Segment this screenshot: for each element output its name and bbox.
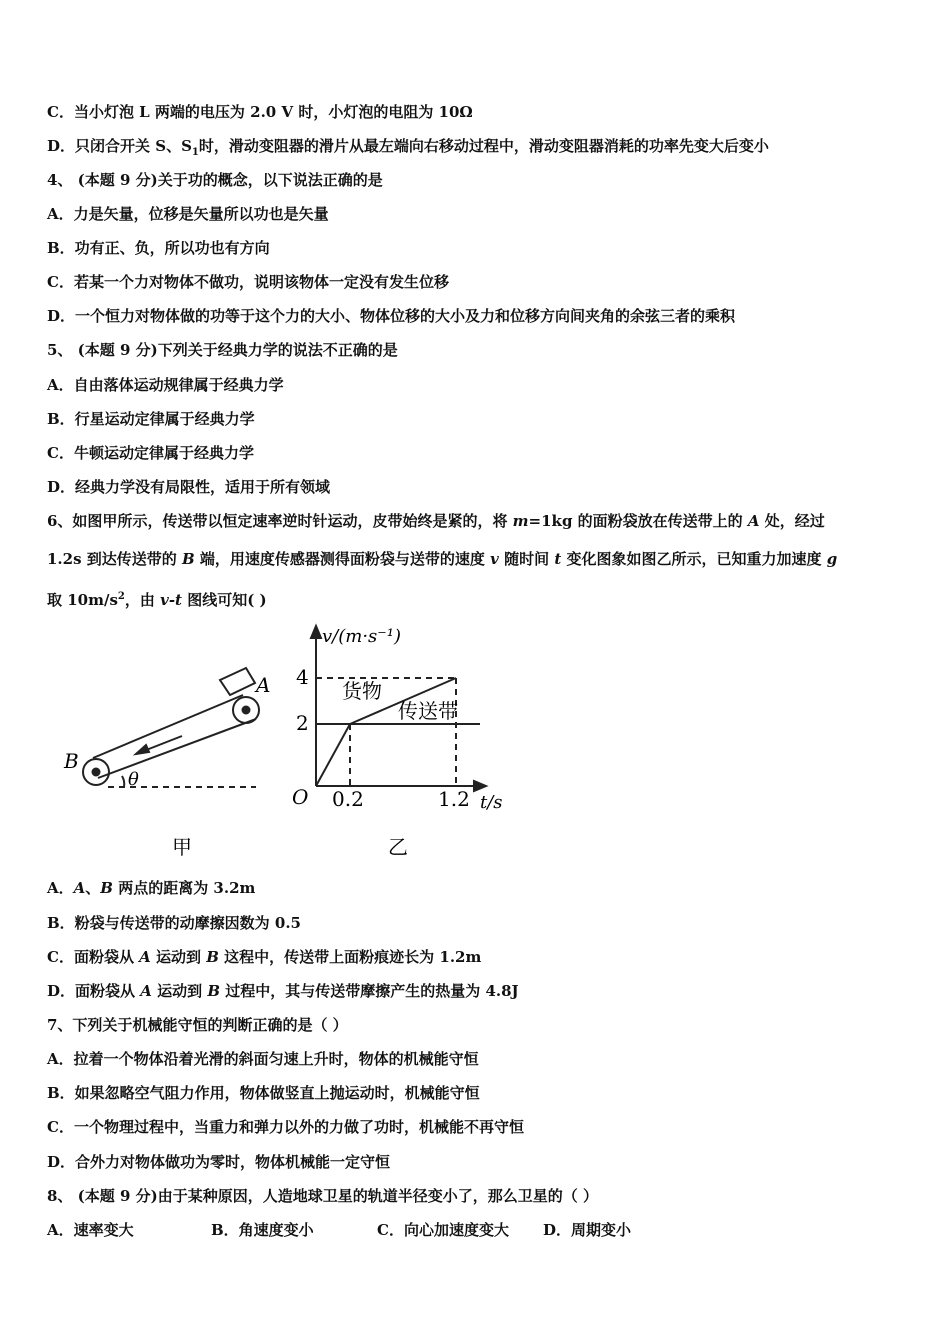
- q6c-a: C．面粉袋从: [47, 948, 140, 966]
- x-tick-02: 0.2: [332, 787, 364, 811]
- q6-option-b: B．粉袋与传送带的动摩擦因数为 0.5: [47, 914, 301, 932]
- q6-3a: 取 10m/s: [47, 591, 118, 609]
- label-b: B: [64, 749, 79, 773]
- q6-stem-line-3: [47, 587, 267, 610]
- q8-option-d: D．周期变小: [543, 1221, 632, 1239]
- q7-option-b: B．如果忽略空气阻力作用，物体做竖直上抛运动时，机械能守恒: [47, 1084, 480, 1102]
- q8-stem: 8、 (本题 9 分)由于某种原因，人造地球卫星的轨道半径变小了，那么卫星的（ ）: [47, 1187, 598, 1205]
- y-axis-label: v/(m·s⁻¹): [322, 626, 402, 647]
- q3d-text-a: D．只闭合开关 S、S: [47, 137, 192, 155]
- caption-jia: 甲: [172, 835, 192, 859]
- q6-stem-line-2: [47, 549, 837, 569]
- q6d-b: 运动到: [151, 982, 208, 1000]
- q6d-a: D．面粉袋从: [47, 982, 141, 1000]
- q6c-point-a: A: [139, 948, 151, 966]
- q6-option-a: [47, 878, 255, 898]
- q6-3b: ，由: [124, 591, 161, 609]
- q6-point-a: A: [747, 512, 760, 530]
- q6-2d: 变化图象如图乙所示，已知重力加速度: [561, 550, 827, 568]
- q6a-separator: 、: [85, 879, 101, 897]
- q5-option-a: A．自由落体运动规律属于经典力学: [47, 376, 284, 394]
- q6-point-b: B: [182, 550, 195, 568]
- q6d-c: 过程中，其与传送带摩擦产生的热量为 4.8J: [220, 982, 519, 1000]
- q4-option-b: B．功有正、负，所以功也有方向: [47, 239, 270, 257]
- q6d-point-b: B: [207, 982, 221, 1000]
- q6-vt-symbol: v-t: [160, 591, 182, 609]
- q6-figure-svg: [60, 618, 530, 868]
- caption-yi: 乙: [388, 835, 408, 859]
- q6-superscript: 2: [117, 591, 125, 602]
- q3-option-d: [47, 136, 769, 163]
- q7-option-d: D．合外力对物体做功为零时，物体机械能一定守恒: [47, 1153, 391, 1171]
- q6-2c: 随时间: [498, 550, 555, 568]
- q7-option-c: C．一个物理过程中，当重力和弹力以外的力做了功时，机械能不再守恒: [47, 1118, 524, 1136]
- q6-figures: [60, 618, 530, 868]
- label-a: A: [256, 673, 271, 697]
- q6-stem-line-1: [47, 511, 825, 531]
- q6d-point-a: A: [140, 982, 152, 1000]
- q4-option-c: C．若某一个力对物体不做功，说明该物体一定没有发生位移: [47, 273, 449, 291]
- q4-stem: 4、 (本题 9 分)关于功的概念，以下说法正确的是: [47, 171, 383, 189]
- belt-bottom-edge: [93, 695, 243, 758]
- q8-option-a: A．速率变大: [47, 1221, 134, 1239]
- q5-stem: 5、 (本题 9 分)下列关于经典力学的说法不正确的是: [47, 341, 398, 359]
- theta-label: θ: [128, 769, 139, 790]
- q7-stem: 7、下列关于机械能守恒的判断正确的是（ ）: [47, 1016, 348, 1034]
- q8-option-b: B．角速度变小: [211, 1221, 314, 1239]
- q6a-point-a: A: [73, 879, 86, 897]
- y-axis-arrow: [311, 626, 321, 638]
- q6-2b: 端，用速度传感器测得面粉袋与送带的速度: [194, 550, 491, 568]
- q6-1b: =1kg 的面粉袋放在传送带上的: [528, 512, 748, 530]
- q6-velocity-symbol: v: [490, 550, 499, 568]
- arrow-head: [136, 745, 149, 754]
- y-tick-4: 4: [296, 665, 309, 689]
- pulley-b-axle: [93, 769, 100, 776]
- goods-velocity-line: [316, 678, 456, 786]
- q5-option-b: B．行星运动定律属于经典力学: [47, 410, 255, 428]
- q6-3c: 图线可知( ): [181, 591, 267, 609]
- q6-option-d: [47, 981, 519, 1001]
- x-axis-arrow: [474, 781, 486, 791]
- y-tick-2: 2: [296, 711, 309, 735]
- q6a-rest: 两点的距离为 3.2m: [112, 879, 256, 897]
- q6-gravity-symbol: g: [826, 550, 838, 568]
- q6-option-c: [47, 947, 481, 967]
- x-axis-label: t/s: [480, 792, 503, 813]
- belt-top-edge: [98, 719, 256, 778]
- goods-label: 货物: [342, 679, 382, 703]
- q6-1c: 处，经过: [759, 512, 825, 530]
- origin-label: O: [292, 785, 309, 809]
- q4-option-d: D．一个恒力对物体做的功等于这个力的大小、物体位移的大小及力和位移方向间夹角的余弦三者的乘积: [47, 307, 736, 325]
- q6a-point-b: B: [100, 879, 113, 897]
- q7-option-a: A．拉着一个物体沿着光滑的斜面匀速上升时，物体的机械能守恒: [47, 1050, 479, 1068]
- q3d-subscript: 1: [191, 147, 199, 158]
- q8-options: [47, 1220, 631, 1240]
- q6c-b: 运动到: [150, 948, 207, 966]
- q6-time-symbol: t: [554, 550, 562, 568]
- q6c-c: 这程中，传送带上面粉痕迹长为 1.2m: [218, 948, 482, 966]
- flour-bag-block: [220, 668, 255, 695]
- conveyor-belt-figure: [83, 668, 259, 787]
- pulley-a-axle: [243, 707, 250, 714]
- q6c-point-b: B: [206, 948, 219, 966]
- q6-2a: 1.2s 到达传送带的: [47, 550, 182, 568]
- belt-label: 传送带: [398, 699, 458, 723]
- q3-option-c: C．当小灯泡 L 两端的电压为 2.0 V 时，小灯泡的电阻为 10Ω: [47, 103, 473, 121]
- q5-option-c: C．牛顿运动定律属于经典力学: [47, 444, 254, 462]
- q6-1a: 6、如图甲所示，传送带以恒定速率逆时针运动，皮带始终是紧的，将: [47, 512, 513, 530]
- q8-option-c: C．向心加速度变大: [377, 1221, 509, 1239]
- theta-arc: [122, 776, 124, 787]
- x-tick-12: 1.2: [438, 787, 470, 811]
- q5-option-d: D．经典力学没有局限性，适用于所有领域: [47, 478, 331, 496]
- q4-option-a: A．力是矢量，位移是矢量所以功也是矢量: [47, 205, 329, 223]
- q3d-text-b: 时，滑动变阻器的滑片从最左端向右移动过程中，滑动变阻器消耗的功率先变大后变小: [198, 137, 769, 155]
- q6a-prefix: A．: [47, 879, 74, 897]
- q6-mass-symbol: m: [512, 512, 529, 530]
